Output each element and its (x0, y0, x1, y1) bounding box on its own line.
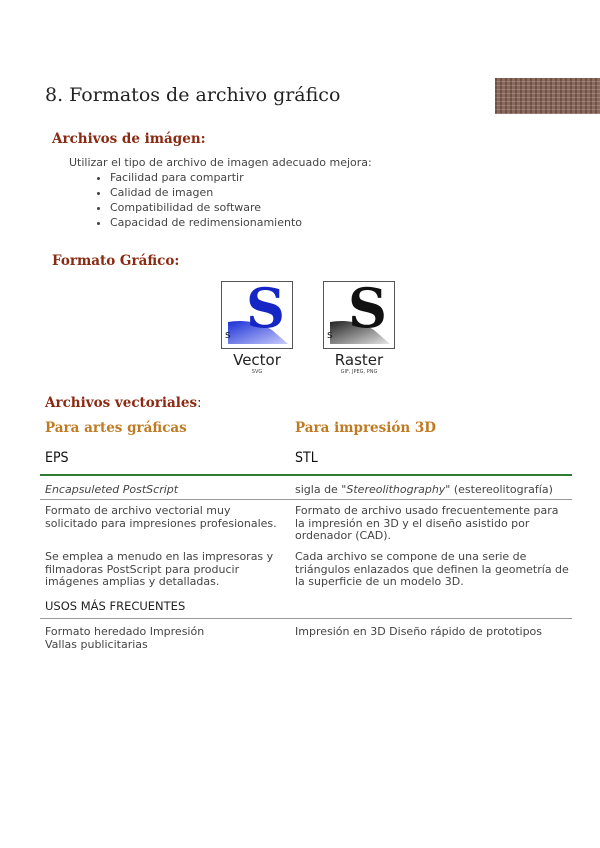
vector-logo (221, 281, 293, 349)
table-header-rule (40, 474, 572, 476)
list-item: • Capacidad de redimensionamiento (110, 215, 302, 230)
intro-text: Utilizar el tipo de archivo de imagen adecuado mejora: (69, 156, 372, 169)
row-divider (40, 499, 572, 500)
eps-uses-line-1: Formato heredado Impresión (45, 625, 205, 638)
eps-uses (45, 626, 285, 651)
section-heading-graphic-format: Formato Gráfico: (52, 253, 180, 269)
format-stl: STL (295, 450, 318, 466)
subheading-graphic-arts: Para artes gráficas (45, 420, 187, 436)
stl-description-2: Cada archivo se compone de una serie de triángulos enlazados que definen la geometría de la superficie de un modelo 3D. (295, 550, 569, 589)
stl-full-name-pre: sigla de " (295, 483, 347, 496)
format-eps: EPS (45, 450, 69, 466)
raster-logo (323, 281, 395, 349)
stl-description-1: Formato de archivo usado frecuentemente para la impresión en 3D y el diseño asistido por ordenador (CAD). (295, 504, 559, 543)
raster-small-letter: s (327, 328, 333, 341)
vector-small-letter: s (225, 328, 231, 341)
stl-uses: Impresión en 3D Diseño rápido de prototipos (295, 625, 543, 638)
benefits-list (90, 170, 302, 230)
decorative-plaid-banner (495, 78, 600, 114)
section-heading-vector-files (45, 392, 202, 411)
eps-description-2: Se emplea a menudo en las impresoras y filmadoras PostScript para producir imágenes amplias y detalladas. (45, 550, 274, 589)
uses-label: USOS MÁS FRECUENTES (45, 599, 186, 613)
stl-full-name-em: Stereolithography (346, 483, 446, 496)
list-item: • Calidad de imagen (110, 185, 302, 200)
stl-full-name-post: " (estereolitografía) (445, 483, 553, 496)
raster-big-letter: S (348, 281, 387, 340)
eps-description-1: Formato de archivo vectorial muy solicitado para impresiones profesionales. (45, 504, 277, 530)
raster-label: Raster (334, 351, 384, 369)
raster-figure (323, 281, 395, 375)
vector-sublabel: SVG (251, 369, 263, 375)
raster-sublabel: GIF, JPEG, PNG (340, 369, 378, 375)
section-heading-image-files: Archivos de imágen: (52, 131, 206, 147)
vector-figure (221, 281, 293, 375)
subheading-3d-printing: Para impresión 3D (295, 420, 436, 436)
vector-label: Vector (233, 351, 281, 369)
eps-full-name: Encapsuleted PostScript (45, 483, 179, 496)
vector-big-letter: S (246, 281, 285, 340)
list-item: • Compatibilidad de software (110, 200, 302, 215)
vector-files-heading-colon: : (197, 396, 202, 411)
vector-files-heading-text: Archivos vectoriales (45, 395, 198, 411)
list-item: • Facilidad para compartir (110, 170, 302, 185)
uses-divider (40, 618, 572, 619)
eps-uses-line-2: Vallas publicitarias (45, 637, 148, 651)
page-title: 8. Formatos de archivo gráfico (45, 84, 341, 106)
stl-full-name (295, 484, 570, 497)
